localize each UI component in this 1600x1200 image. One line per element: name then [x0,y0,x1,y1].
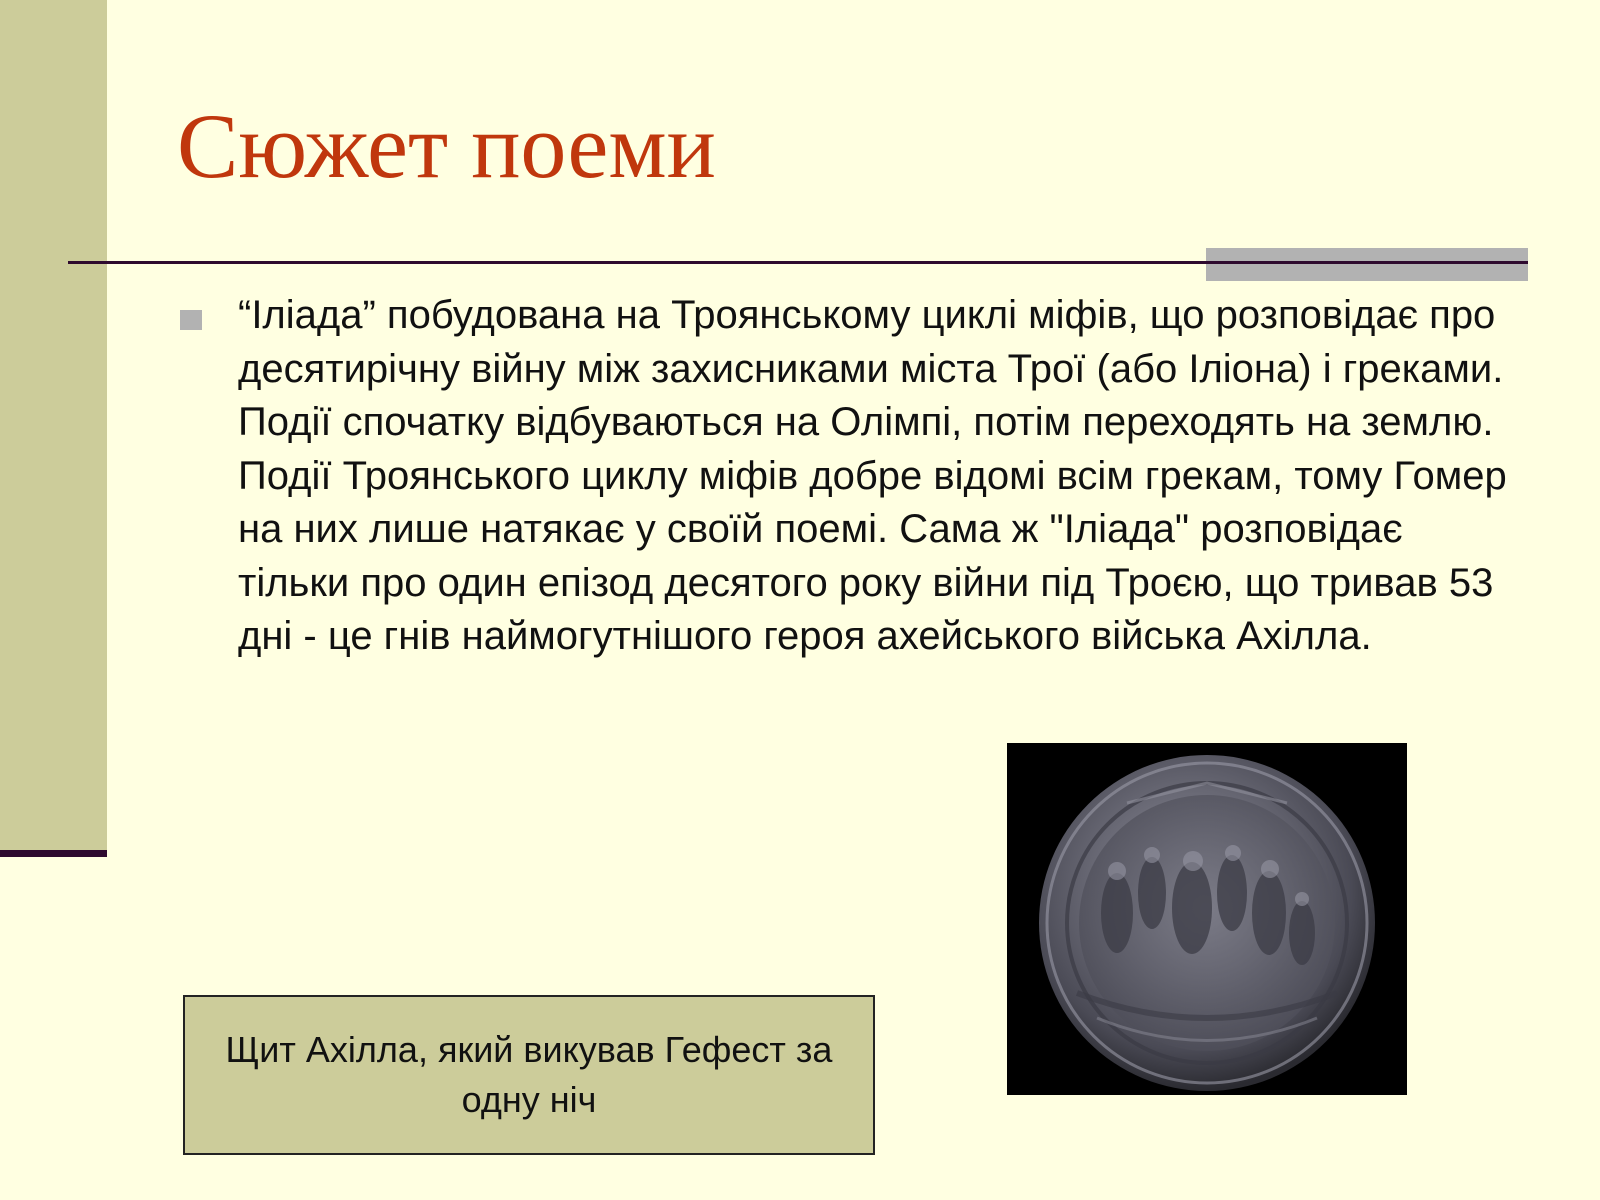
title-divider-accent [1206,248,1528,281]
bullet-square-icon [180,310,202,330]
left-decorative-band [0,0,107,857]
left-band-divider [0,850,107,857]
shield-image [1007,743,1407,1095]
caption-text: Щит Ахілла, який викував Гефест за одну ніч [225,1029,833,1120]
caption-box [183,995,875,1155]
shield-illustration [1007,743,1407,1095]
slide-title: Сюжет поеми [177,95,716,197]
bullet-paragraph: “Іліада” побудована на Троянському циклі міфів, що розповідає про десятирічну війну між захисниками міста Трої (або Іліона) і греками. Події спочатку відбуваються на Олімпі, потім переходять на землю. Події Троянського циклу міфів добре відомі всім грекам, тому Гомер на них лише натякає у своїй поемі. Сама ж "Іліада" розповідає тільки про один епізод десятого року війни під Троєю, що тривав 53 дні - це гнів наймогутнішого героя ахейського війська Ахілла. [238,293,1507,658]
title-divider-accent-line [1206,261,1528,264]
